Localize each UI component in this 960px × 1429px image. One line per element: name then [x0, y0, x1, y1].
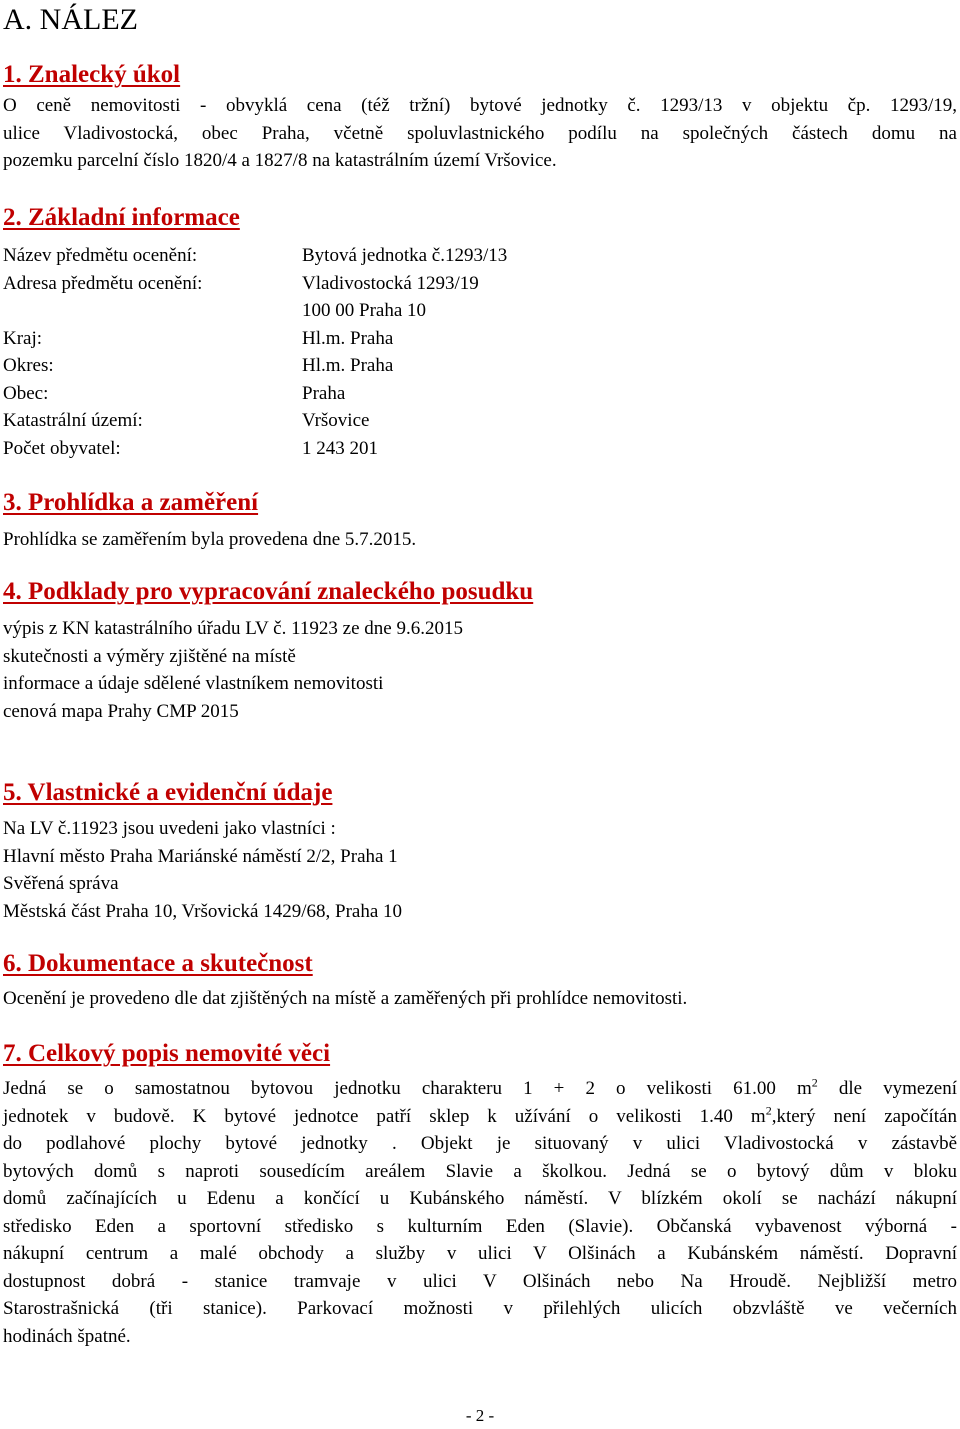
- description-fragment: jednotek v budově. K bytové jednotce patří sklep k užívání o velikosti 1.40 m: [3, 1105, 766, 1127]
- section-7-text: [3, 1075, 957, 1350]
- section-2-title: 2. Základní informace: [3, 204, 240, 231]
- description-fragment: ,který není započítán: [771, 1105, 957, 1127]
- info-label: Katastrální území:: [3, 410, 143, 431]
- info-row: [3, 325, 957, 353]
- info-row: [3, 407, 957, 435]
- info-label: Obec:: [3, 382, 49, 404]
- section-1-line: pozemku parcelní číslo 1820/4 a 1827/8 na katastrálním území Vršovice.: [3, 150, 557, 171]
- section-3-title: 3. Prohlídka a zaměření: [3, 489, 259, 516]
- owner-line: Svěřená správa: [3, 873, 119, 894]
- info-label: Okres:: [3, 355, 54, 376]
- description-line: bytových domů s naproti sousedícím areálem Slavie a školkou. Jedná se o bytový dům v bloku: [3, 1160, 957, 1182]
- section-6-line: Ocenění je provedeno dle dat zjištěných na místě a zaměřených při prohlídce nemovitosti.: [3, 988, 688, 1009]
- section-4-title: 4. Podklady pro vypracování znaleckého posudku: [3, 578, 534, 605]
- description-line: dostupnost dobrá - stanice tramvaje v ulici V Olšinách nebo Na Hroudě. Nejbližší metro: [3, 1270, 957, 1292]
- description-line: středisko Eden a sportovní středisko s kulturním Eden (Slavie). Občanská vybavenost výborná -: [3, 1215, 957, 1237]
- info-row: [3, 270, 957, 298]
- description-line: nákupní centrum a malé obchody a služby v ulici V Olšinách a Kubánském náměstí. Dopravní: [3, 1243, 957, 1264]
- info-value: Vladivostocká 1293/19: [302, 272, 479, 294]
- section-3-line: Prohlídka se zaměřením byla provedena dne 5.7.2015.: [3, 529, 417, 550]
- owner-line: Hlavní město Praha Mariánské náměstí 2/2, Praha 1: [3, 845, 398, 867]
- superscript: 2: [811, 1075, 818, 1090]
- source-item: informace a údaje sdělené vlastníkem nemovitosti: [3, 673, 384, 694]
- info-value: Hl.m. Praha: [302, 327, 394, 349]
- section-5-title: 5. Vlastnické a evidenční údaje: [3, 779, 333, 806]
- section-5-text: [3, 815, 957, 925]
- description-fragment: Jedná se o samostatnou bytovou jednotku charakteru 1 + 2 o velikosti 61.00 m: [3, 1078, 812, 1099]
- info-label: Název předmětu ocenění:: [3, 245, 198, 266]
- info-value: 100 00 Praha 10: [302, 300, 427, 321]
- description-line: do podlahové plochy bytové jednotky . Objekt je situovaný v ulici Vladivostocká v zástavbě: [3, 1133, 957, 1154]
- info-value: Bytová jednotka č.1293/13: [302, 245, 508, 266]
- main-heading: A. NÁLEZ: [3, 3, 138, 36]
- section-6-text: [3, 985, 957, 1013]
- section-4-list: [3, 615, 957, 725]
- description-line: Starostrašnická (tři stanice). Parkovací možnosti v přilehlých ulicích obzvláště ve večerních: [3, 1298, 957, 1319]
- info-value: 1 243 201: [302, 437, 378, 459]
- source-item: cenová mapa Prahy CMP 2015: [3, 700, 239, 722]
- description-line: domů začínajících u Edenu a končící u Kubánského náměstí. V blízkém okolí se nachází nákupní: [3, 1188, 957, 1209]
- description-fragment: dle vymezení: [817, 1078, 957, 1099]
- section-1-line: ulice Vladivostocká, obec Praha, včetně spoluvlastnického podílu na společných částech domu na: [3, 122, 957, 144]
- section-1-line: O ceně nemovitosti - obvyklá cena (též tržní) bytové jednotky č. 1293/13 v objektu čp. 1293/19,: [3, 95, 957, 116]
- section-3-text: [3, 526, 957, 554]
- info-value: Vršovice: [302, 410, 370, 431]
- info-label: Kraj:: [3, 327, 43, 349]
- source-item: skutečnosti a výměry zjištěné na místě: [3, 645, 296, 667]
- info-label: Adresa předmětu ocenění:: [3, 272, 203, 294]
- owner-line: Městská část Praha 10, Vršovická 1429/68, Praha 10: [3, 900, 403, 922]
- description-line: [3, 1103, 957, 1131]
- info-row: [3, 380, 957, 408]
- section-1-text: [3, 92, 957, 175]
- info-label: Počet obyvatel:: [3, 437, 121, 459]
- info-row: [3, 435, 957, 463]
- info-value: Praha: [302, 382, 346, 404]
- info-value: Hl.m. Praha: [302, 355, 394, 376]
- owner-line: Na LV č.11923 jsou uvedeni jako vlastníci :: [3, 818, 336, 839]
- page-number: - 2 -: [465, 1406, 495, 1425]
- section-6-title: 6. Dokumentace a skutečnost: [3, 950, 313, 977]
- info-row: [3, 297, 957, 325]
- info-row: [3, 352, 957, 380]
- section-7-title: 7. Celkový popis nemovité věci: [3, 1040, 331, 1067]
- superscript: 2: [765, 1103, 772, 1118]
- section-1-title: 1. Znalecký úkol: [3, 61, 181, 88]
- source-item: výpis z KN katastrálního úřadu LV č. 11923 ze dne 9.6.2015: [3, 618, 463, 639]
- info-row: [3, 242, 957, 270]
- description-line: hodinách špatné.: [3, 1325, 131, 1347]
- basic-info-table: [3, 242, 957, 462]
- description-line: [3, 1075, 957, 1103]
